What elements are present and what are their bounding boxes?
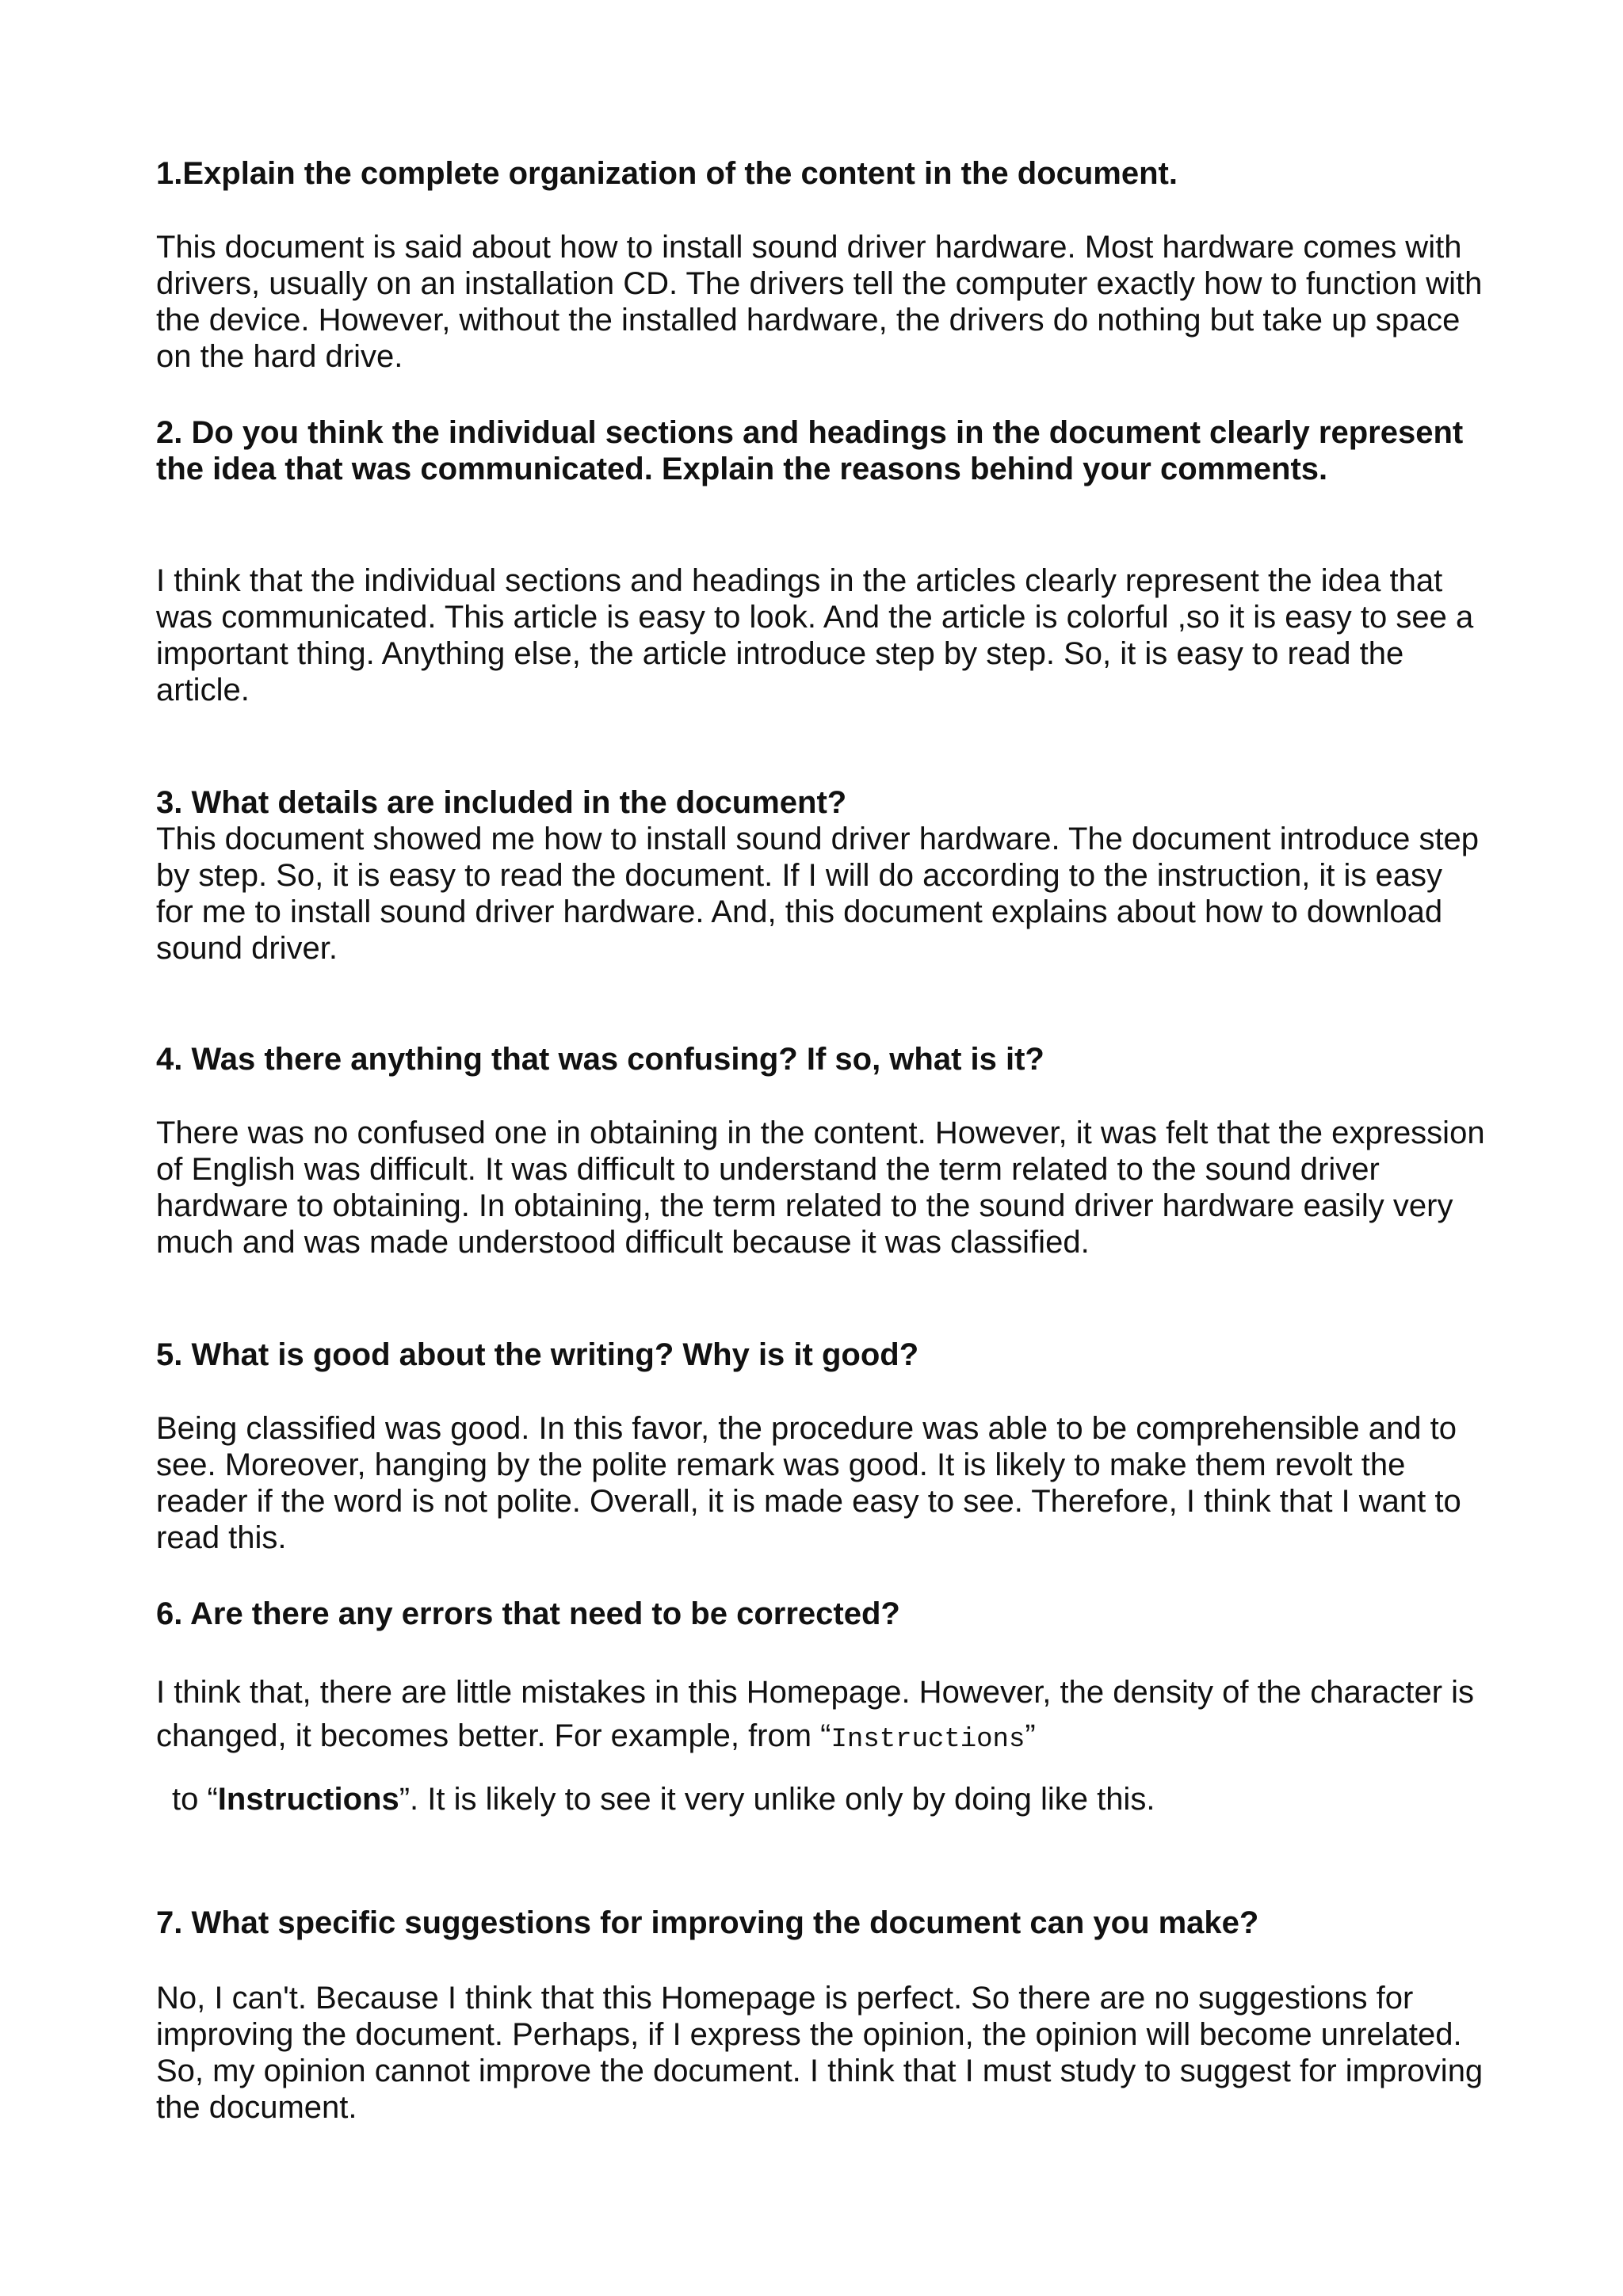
section-6-line2-suffix: ”. It is likely to see it very unlike only by doing like this. [399, 1782, 1155, 1817]
section-6-bold-example: Instructions [217, 1782, 399, 1817]
section-6-body-text: I think that, there are little mistakes in this Homepage. However, the density of the character is changed, it becomes better. For example, from “ [156, 1675, 1475, 1753]
section-3-heading: 3. What details are included in the document? [156, 785, 847, 820]
section-7-body: No, I can't. Because I think that this Homepage is perfect. So there are no suggestions for improving the document. Perhaps, if I express the opinion, the opinion will become unrelated. So, my opinion cannot improve the document. I think that I must study to suggest for improving the document. [156, 1981, 1484, 2125]
section-1-body: This document is said about how to install sound driver hardware. Most hardware comes with drivers, usually on an installation CD. The drivers tell the computer exactly how to function with the device. However, without the installed hardware, the drivers do nothing but take up space on the hard drive. [156, 230, 1483, 374]
section-5-heading: 5. What is good about the writing? Why is it good? [156, 1337, 919, 1372]
section-4-body: There was no confused one in obtaining in the content. However, it was felt that the expression of English was difficult. It was difficult to understand the term related to the sound driver hardware to obtaining. In obtaining, the term related to the sound driver hardware easily very much and was made understood difficult because it was classified. [156, 1116, 1485, 1260]
section-6-line2-prefix: to “ [172, 1782, 218, 1817]
section-6-body [156, 1671, 1487, 1762]
section-6-body-line2 [172, 1781, 1503, 1817]
section-6-mono-example: Instructions [831, 1725, 1025, 1755]
section-1-heading: 1.Explain the complete organization of the content in the document. [156, 156, 1178, 191]
section-2-body: I think that the individual sections and headings in the articles clearly represent the idea that was communicated. This article is easy to look. And the article is colorful ,so it is easy to see a important thing. Anything else, the article introduce step by step. So, it is easy to read the article. [156, 563, 1474, 707]
section-2-heading: 2. Do you think the individual sections and headings in the document clearly represent the idea that was communicated. Explain the reasons behind your comments. [156, 415, 1464, 486]
section-6-heading: 6. Are there any errors that need to be corrected? [156, 1596, 900, 1631]
section-7-heading: 7. What specific suggestions for improving the document can you make? [156, 1905, 1259, 1940]
section-4-heading: 4. Was there anything that was confusing? If so, what is it? [156, 1042, 1044, 1077]
section-5-body: Being classified was good. In this favor, the procedure was able to be comprehensible and to see. Moreover, hanging by the polite remark was good. It is likely to make them revolt the reader if the word is not polite. Overall, it is made easy to see. Therefore, I think that I want to read this. [156, 1411, 1461, 1555]
section-3-body: This document showed me how to install sound driver hardware. The document introduce step by step. So, it is easy to read the document. If I will do according to the instruction, it is easy for me to install sound driver hardware. And, this document explains about how to download sound driver. [156, 822, 1480, 966]
section-6-body-close-quote: ” [1025, 1718, 1036, 1753]
